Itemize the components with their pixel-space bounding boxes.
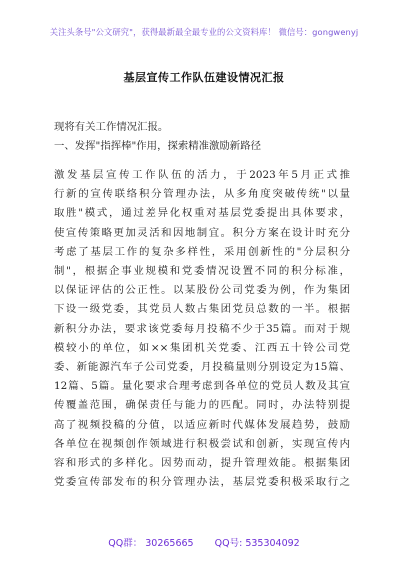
body-line: 各单位在视频创作领域进行积极尝试和创新，实现宣传内 [54, 437, 350, 450]
body-line: 行新的宣传联络积分管理办法，从多角度突破传统"以量 [54, 188, 350, 201]
body-line: 容和形式的多样化。因势而动，提升管理效能。根据集团 [54, 457, 350, 470]
body-line: 制"，根据企事业规模和党委情况设置不同的积分标准， [54, 265, 350, 278]
section-heading-line: 一、发挥"指挥棒"作用，探索精准激励新路径 [54, 140, 261, 152]
body-line: 模较小的单位，如××集团机关党委、江西五十铃公司党 [54, 341, 350, 354]
contact-footer [0, 535, 408, 549]
body-line: 考虑了基层工作的复杂多样性，采用创新性的"分层积分 [54, 245, 350, 258]
body-line: 传覆盖范围，确保责任与能力的匹配。同时，办法特别提 [54, 399, 350, 412]
body-paragraph [54, 166, 350, 492]
intro-line: 现将有关工作情况汇报。 [54, 121, 169, 133]
top-banner: 关注头条号"公文研究"，获得最新最全最专业的公文资料库！ 微信号：gongwenyj [49, 27, 359, 37]
section-heading [54, 137, 350, 156]
body-line: 高了视频投稿的分值，以适应新时代媒体发展趋势，鼓励 [54, 418, 350, 431]
intro-paragraph [54, 118, 350, 137]
qq-number-text: QQ号: 535304092 [214, 538, 300, 549]
document-title: 基层宣传工作队伍建设情况汇报 [123, 71, 285, 84]
body-line: 新积分办法，要求该党委每月投稿不少于35篇。而对于规 [54, 322, 350, 335]
body-line: 激发基层宣传工作队伍的活力，于2023年5月正式推 [54, 169, 350, 181]
body-line: 使宣传策略更加灵活和因地制宜。积分方案在设计时充分 [54, 226, 350, 239]
body-line: 12篇、5篇。量化要求合理考虑到各单位的党员人数及其宣 [54, 380, 350, 393]
body-line: 以保证评估的公正性。以某股份公司党委为例，作为集团 [54, 284, 350, 297]
body-line: 委、新能源汽车子公司党委，月投稿量则分别设定为15篇、 [54, 361, 350, 374]
body-line: 党委宣传部发布的积分管理办法，基层党委积极采取行之 [54, 476, 350, 489]
qq-group-text: QQ群： 30265665 [108, 538, 194, 549]
body-line: 取胜"模式，通过差异化权重对基层党委提出具体要求， [54, 207, 350, 220]
body-line: 下设一级党委，其党员人数占集团党员总数的一半。根据 [54, 303, 350, 316]
